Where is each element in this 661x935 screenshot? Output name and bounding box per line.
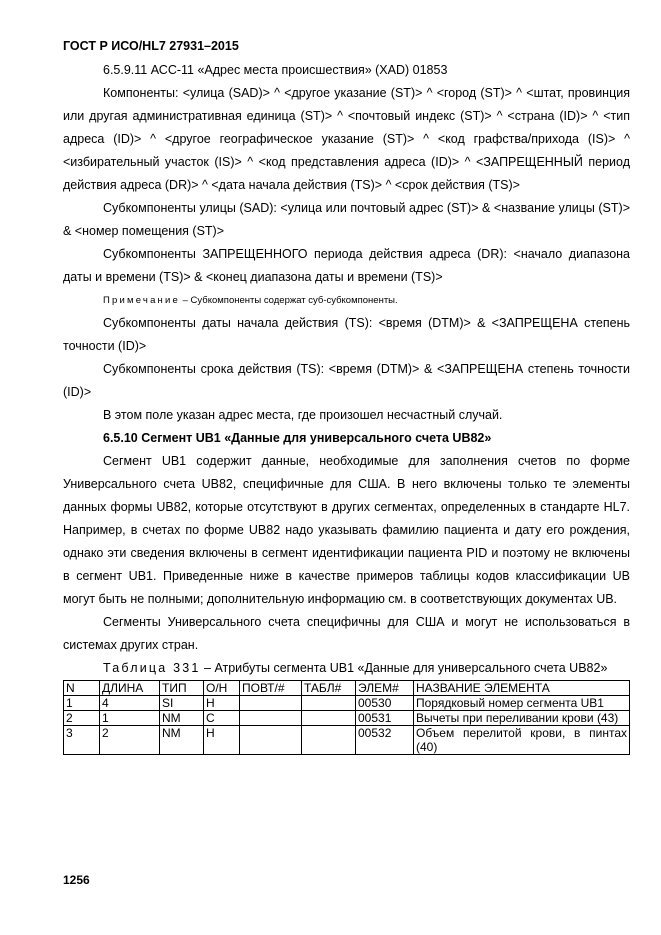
table-cell [240,726,302,755]
table-caption-label: Таблица 331 [103,661,201,675]
table-cell: Н [204,726,240,755]
table-cell: Н [204,696,240,711]
period-subcomponents-paragraph: Субкомпоненты ЗАПРЕЩЕННОГО периода действия адреса (DR): <начало диапазона даты и времени (TS)> & <конец диапазона даты и времени (TS)> [63,247,630,284]
table-cell: SI [160,696,204,711]
page-number: 1256 [63,873,90,887]
start-date-subcomponents-paragraph: Субкомпоненты даты начала действия (TS): <время (DTM)> & <ЗАПРЕЩЕНА степень точности (ID)> [63,316,630,353]
table-cell: 00530 [356,696,414,711]
term-subcomponents-paragraph: Субкомпоненты срока действия (TS): <время (DTM)> & <ЗАПРЕЩЕНА степень точности (ID)> [63,362,630,399]
table-cell: С [204,711,240,726]
table-cell [302,726,356,755]
table-cell: Объем перелитой крови, в пинтах (40) [414,726,630,755]
table-cell: 1 [100,711,160,726]
table-header-cell: О/Н [204,681,240,696]
table-header-cell: ПОВТ/# [240,681,302,696]
ub1-usage-paragraph: Сегменты Универсального счета специфичны для США и могут не использоваться в системах других стран. [63,615,630,652]
table-cell [240,711,302,726]
street-subcomponents-paragraph: Субкомпоненты улицы (SAD): <улица или почтовый адрес (ST)> & <название улицы (ST)> & <номер помещения (ST)> [63,201,630,238]
table-caption [63,657,630,680]
table-cell: 2 [100,726,160,755]
note [63,289,630,312]
page-content [63,59,630,755]
document-header: ГОСТ Р ИСО/HL7 27931–2015 [63,39,239,53]
section-heading-6-5-10: 6.5.10 Сегмент UB1 «Данные для универсального счета UB82» [103,431,492,445]
components-paragraph: Компоненты: <улица (SAD)> ^ <другое указание (ST)> ^ <город (ST)> ^ <штат, провинция или другая административная единица (ST)> ^ <почтовый индекс (ST)> ^ <страна (ID)> ^ <тип адреса (ID)> ^ <другое географическое указание (ST)> ^ <код графства/прихода (IS)> ^ <избирательный участок (IS)> ^ <код представления адреса (ID)> ^ <ЗАПРЕЩЕННЫЙ период действия адреса (DR)> ^ <дата начала действия (TS)> ^ <срок действия (TS)> [63,86,630,192]
section-heading-6-5-9-11: 6.5.9.11 АСС-11 «Адрес места происшествия» (XAD) 01853 [103,63,448,77]
table-header-cell: ДЛИНА [100,681,160,696]
table-cell: Порядковый номер сегмента UB1 [414,696,630,711]
table-header-cell: ТАБЛ# [302,681,356,696]
table-cell: 00532 [356,726,414,755]
table-header-cell: НАЗВАНИЕ ЭЛЕМЕНТА [414,681,630,696]
table-caption-text: – Атрибуты сегмента UB1 «Данные для универсального счета UB82» [200,661,608,675]
table-header-cell: ТИП [160,681,204,696]
table-cell: 1 [64,696,100,711]
table-cell [302,696,356,711]
note-label: Примечание [103,295,180,306]
table-header-row [64,681,630,696]
table-cell [240,696,302,711]
table-cell: NM [160,726,204,755]
table-cell: 4 [100,696,160,711]
table-cell [302,711,356,726]
table-header-cell: N [64,681,100,696]
table-header-cell: ЭЛЕМ# [356,681,414,696]
table-row [64,726,630,755]
table-row [64,696,630,711]
ub1-attributes-table [63,680,630,755]
table-cell: NM [160,711,204,726]
field-description-paragraph: В этом поле указан адрес места, где произошел несчастный случай. [103,408,503,422]
ub1-description-paragraph: Сегмент UB1 содержит данные, необходимые для заполнения счетов по форме Универсального счета UB82, специфичные для США. В него включены только те элементы данных формы UB82, которые отсутствуют в других сегментах, определенных в стандарте HL7. Например, в счетах по форме UB82 надо указывать фамилию пациента и дату его рождения, однако эти сведения включены в сегмент идентификации пациента PID и поэтому не включены в сегмент UB1. Приведенные ниже в качестве примеров таблицы кодов классификации UB могут быть не полными; дополнительную информацию см. в соответствующих документах UB. [63,454,630,606]
table-cell: 3 [64,726,100,755]
table-cell: Вычеты при переливании крови (43) [414,711,630,726]
table-row [64,711,630,726]
note-text: – Субкомпоненты содержат суб-субкомпоненты. [180,295,398,306]
table-cell: 00531 [356,711,414,726]
table-cell: 2 [64,711,100,726]
